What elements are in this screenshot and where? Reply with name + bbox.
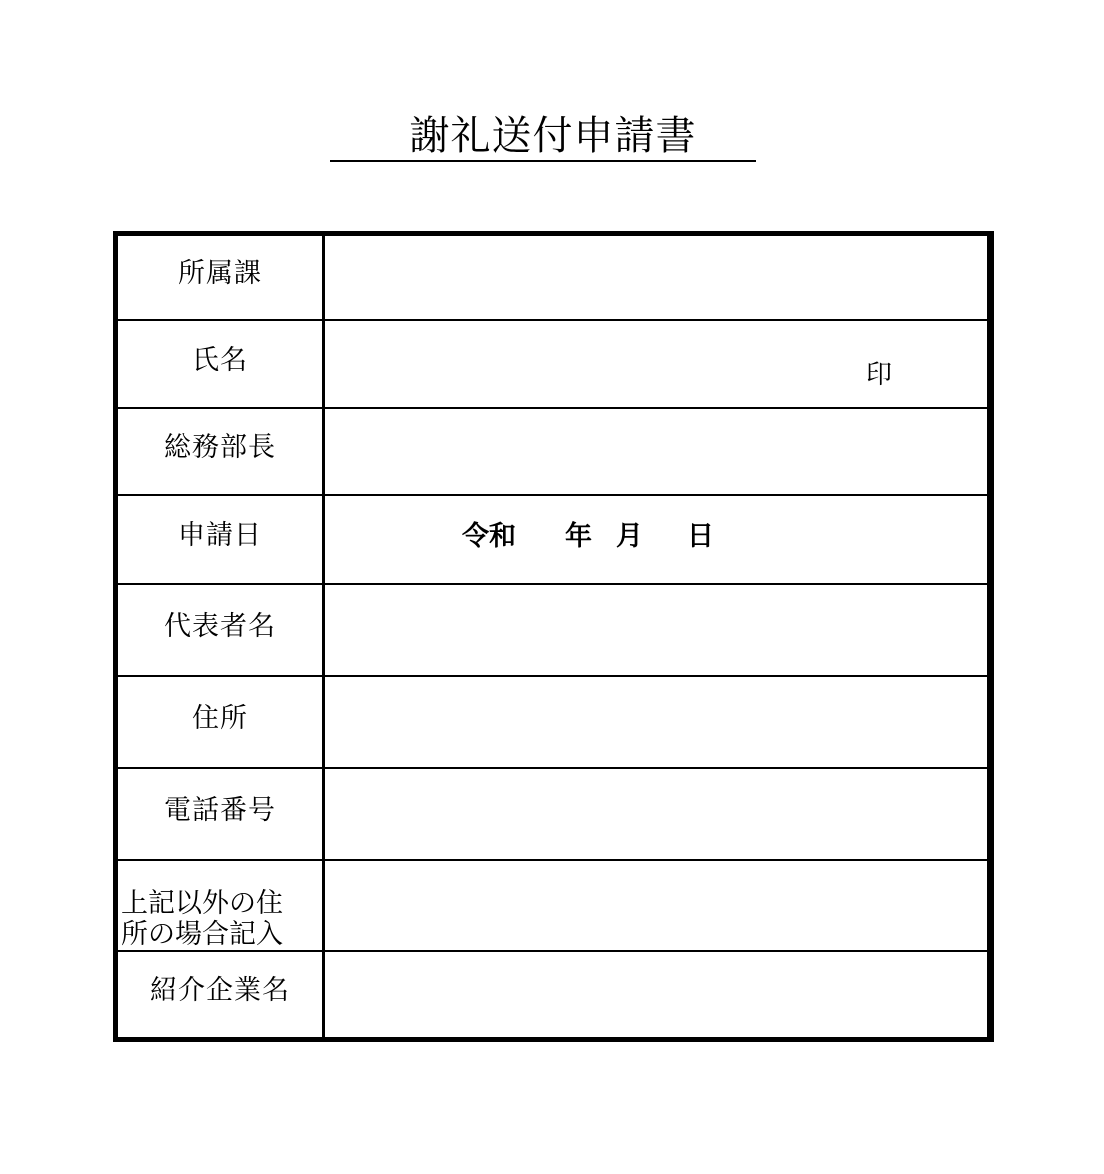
seal-mark: 印 bbox=[866, 360, 893, 390]
form-row-phone-number bbox=[118, 769, 987, 861]
form-row-alternate-address bbox=[118, 861, 987, 952]
label-general-affairs-manager: 総務部長 bbox=[118, 409, 325, 494]
representative-name-field[interactable] bbox=[325, 585, 987, 675]
label-representative-name: 代表者名 bbox=[118, 585, 325, 675]
label-address: 住所 bbox=[118, 677, 325, 767]
document-title: 謝礼送付申請書 bbox=[409, 113, 697, 159]
form-row-application-date bbox=[118, 496, 987, 585]
label-phone-number: 電話番号 bbox=[118, 769, 325, 859]
name-field[interactable] bbox=[325, 321, 987, 407]
date-month-unit: 月 bbox=[616, 521, 643, 552]
date-day-unit: 日 bbox=[687, 521, 714, 552]
label-application-date: 申請日 bbox=[118, 496, 325, 583]
form-row-general-affairs-manager bbox=[118, 409, 987, 496]
date-era: 令和 bbox=[462, 521, 516, 552]
label-name: 氏名 bbox=[118, 321, 325, 407]
department-field[interactable] bbox=[325, 236, 987, 319]
application-form-table bbox=[113, 231, 994, 1042]
application-date-field[interactable] bbox=[325, 496, 987, 583]
label-referring-company: 紹介企業名 bbox=[118, 952, 325, 1037]
referring-company-field[interactable] bbox=[325, 952, 987, 1037]
form-row-referring-company bbox=[118, 952, 987, 1037]
form-row-representative-name bbox=[118, 585, 987, 677]
document-title-area bbox=[330, 112, 756, 162]
form-row-name bbox=[118, 321, 987, 409]
address-field[interactable] bbox=[325, 677, 987, 767]
date-year-unit: 年 bbox=[565, 521, 592, 552]
form-row-address bbox=[118, 677, 987, 769]
general-affairs-manager-field[interactable] bbox=[325, 409, 987, 494]
form-row-department bbox=[118, 236, 987, 321]
label-alternate-address: 上記以外の住 所の場合記入 bbox=[118, 861, 325, 950]
phone-number-field[interactable] bbox=[325, 769, 987, 859]
label-department: 所属課 bbox=[118, 236, 325, 319]
alternate-address-field[interactable] bbox=[325, 861, 987, 950]
